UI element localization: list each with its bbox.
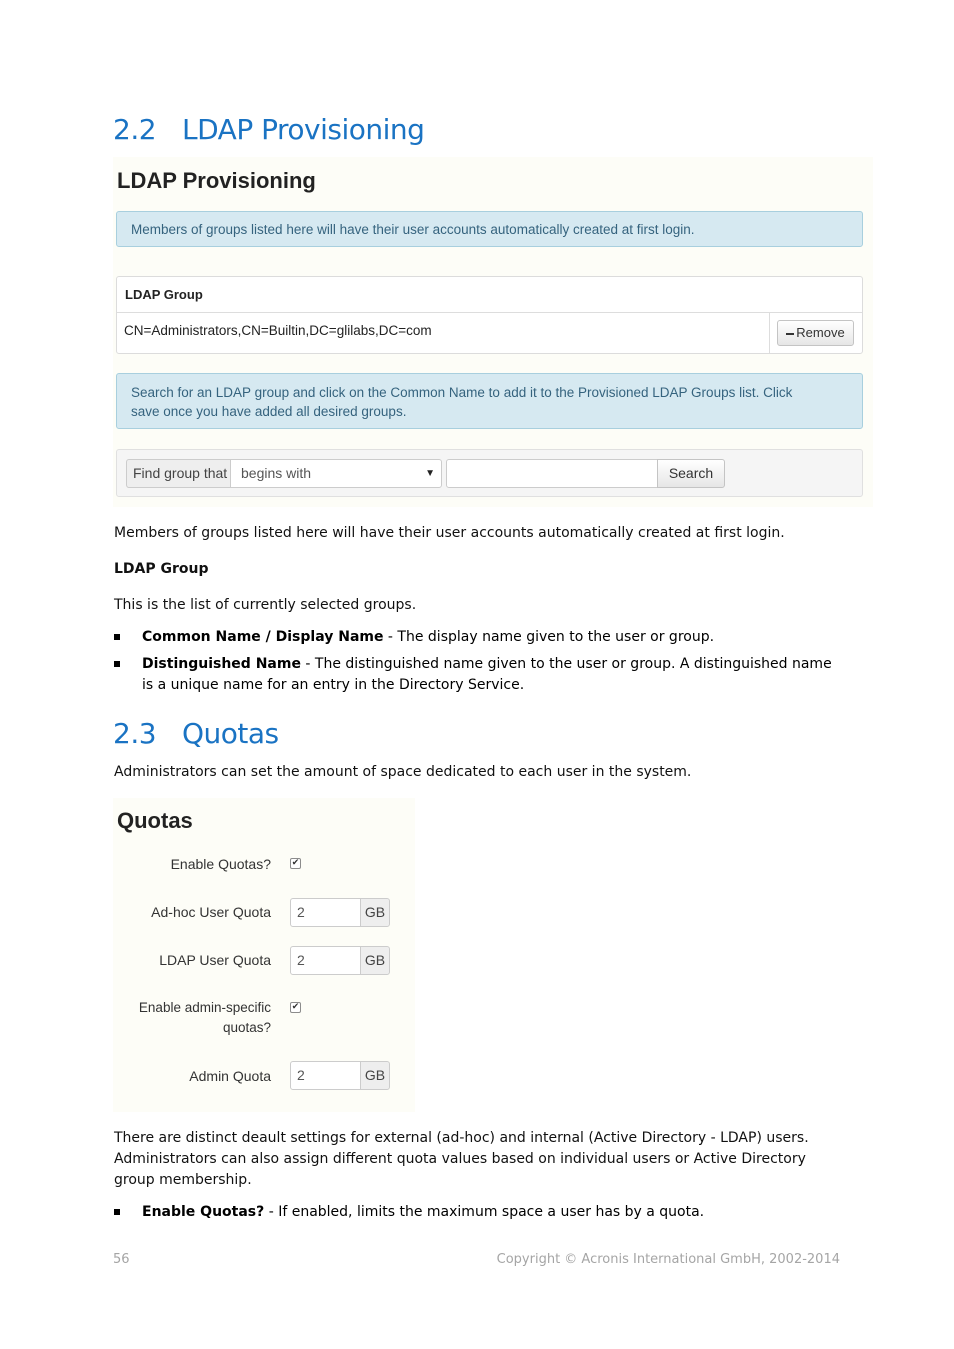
ldap-quota-label: LDAP User Quota — [159, 952, 271, 968]
admin-specific-label-line-2: quotas? — [222, 1020, 271, 1035]
remove-button[interactable] — [777, 320, 854, 346]
adhoc-quota-label: Ad-hoc User Quota — [151, 904, 271, 920]
bullet-text: - The distinguished name given to the user or group. A distinguished name is a unique name for an entry in the Directory Service. — [142, 656, 832, 693]
match-type-select[interactable] — [230, 459, 442, 488]
ldap-group-description: This is the list of currently selected groups. — [114, 597, 417, 613]
ldap-quota-input[interactable]: 2 — [290, 946, 361, 975]
admin-specific-checkbox[interactable]: ✔ — [291, 1002, 300, 1012]
enable-quotas-label: Enable Quotas? — [170, 856, 271, 872]
bullet-text: - The display name given to the user or group. — [383, 629, 715, 645]
section-title: LDAP Provisioning — [182, 113, 425, 146]
bullet-marker — [114, 634, 120, 640]
ldap-group-column-header: LDAP Group — [125, 287, 203, 302]
ldap-info-alert — [116, 211, 863, 247]
quotas-description: There are distinct deault settings for external (ad-hoc) and internal (Active Directory - LDAP) users. Administrators can also assign different quota values based on individual users or Active Directory group membership. — [114, 1130, 809, 1188]
ldap-description: Members of groups listed here will have their user accounts automatically created at first login. — [114, 525, 785, 541]
bullet-text: - If enabled, limits the maximum space a user has by a quota. — [264, 1204, 705, 1220]
bullet-term: Distinguished Name — [142, 656, 301, 672]
match-type-value: begins with — [241, 465, 312, 481]
search-info-line-1: Search for an LDAP group and click on the Common Name to add it to the Provisioned LDAP Groups list. Click — [131, 385, 793, 400]
section-heading-2-3 — [113, 717, 279, 750]
find-group-label: Find group that — [126, 459, 231, 488]
ldap-group-row[interactable]: CN=Administrators,CN=Builtin,DC=glilabs,DC=com — [124, 323, 432, 338]
page-number: 56 — [113, 1252, 130, 1267]
caret-down-icon: ▼ — [425, 468, 435, 479]
quotas-intro: Administrators can set the amount of space dedicated to each user in the system. — [114, 764, 692, 780]
admin-quota-input[interactable]: 2 — [290, 1061, 361, 1090]
minus-icon — [786, 333, 794, 335]
table-column-divider — [769, 313, 770, 353]
bullet-term: Enable Quotas? — [142, 1204, 265, 1220]
section-number: 2.3 — [113, 717, 157, 750]
section-heading-2-2 — [113, 113, 424, 146]
quotas-panel-title: Quotas — [117, 808, 193, 833]
admin-quota-unit: GB — [360, 1061, 390, 1090]
copyright-notice: Copyright © Acronis International GmbH, 2002-2014 — [496, 1252, 840, 1267]
admin-quota-label: Admin Quota — [189, 1068, 271, 1084]
group-search-input[interactable] — [446, 459, 658, 488]
table-divider — [117, 312, 862, 313]
adhoc-quota-input[interactable]: 2 — [290, 898, 361, 927]
search-info-alert — [116, 373, 863, 429]
ldap-panel-title: LDAP Provisioning — [117, 168, 316, 193]
group-search-bar — [116, 449, 863, 497]
ldap-info-text: Members of groups listed here will have their user accounts automatically created at first login. — [131, 222, 695, 237]
ldap-group-subheading: LDAP Group — [114, 561, 209, 577]
remove-button-label: Remove — [796, 325, 845, 340]
admin-specific-label-line-1: Enable admin-specific — [138, 1000, 271, 1015]
ldap-group-table — [116, 276, 863, 354]
enable-quotas-checkbox[interactable]: ✔ — [291, 858, 300, 868]
bullet-marker — [114, 1209, 120, 1215]
section-number: 2.2 — [113, 113, 157, 146]
bullet-marker — [114, 661, 120, 667]
search-info-line-2: save once you have added all desired groups. — [131, 404, 407, 419]
ldap-quota-unit: GB — [360, 946, 390, 975]
bullet-term: Common Name / Display Name — [142, 629, 384, 645]
adhoc-quota-unit: GB — [360, 898, 390, 927]
section-title: Quotas — [182, 717, 279, 750]
search-button[interactable]: Search — [657, 459, 725, 488]
